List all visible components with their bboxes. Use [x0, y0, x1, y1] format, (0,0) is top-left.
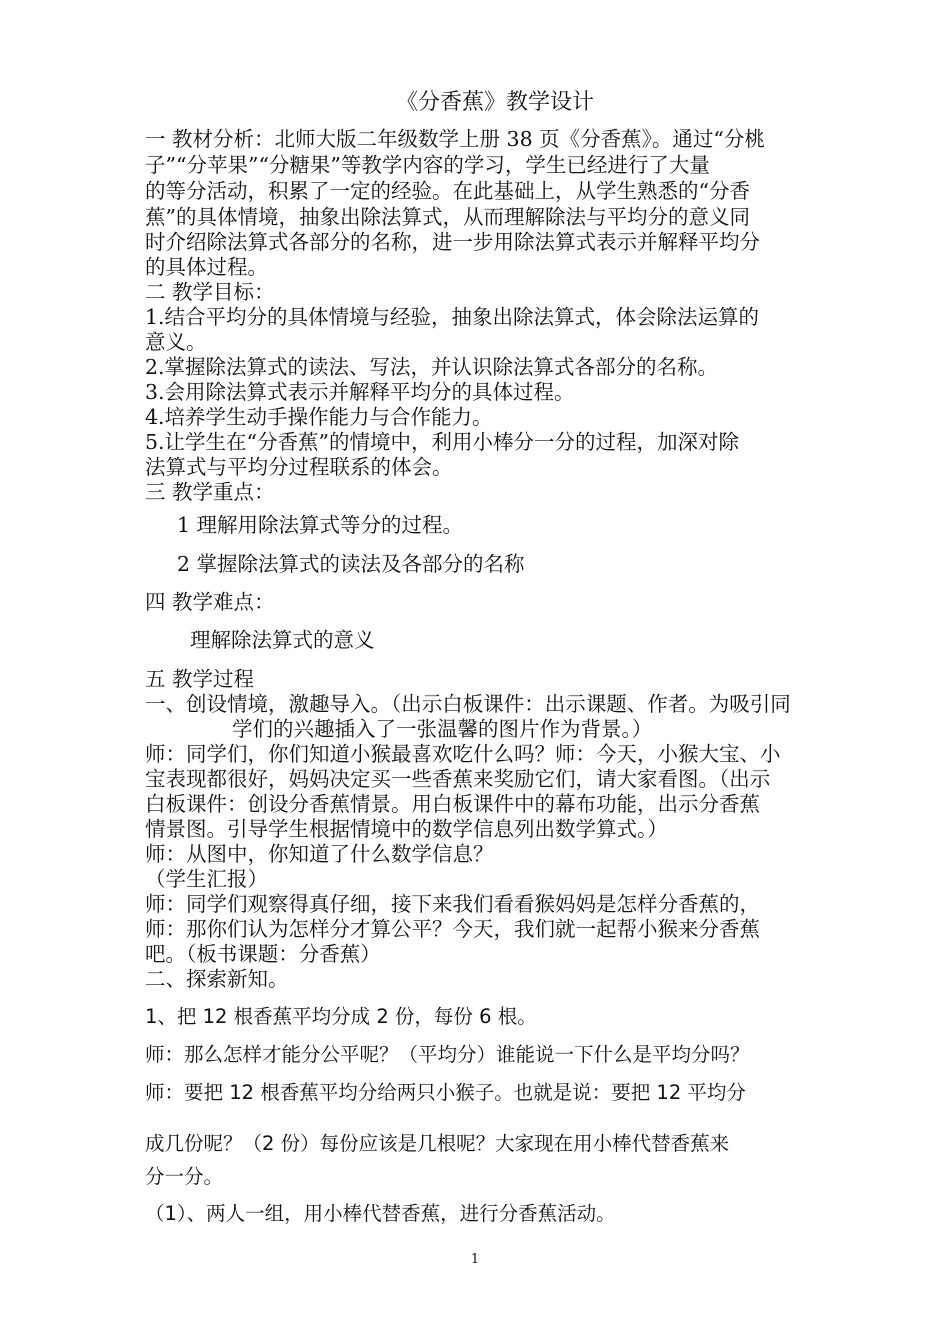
paragraph-line: 吧。（板书课题：分香蕉） — [145, 942, 381, 966]
list-item: 2 掌握除法算式的读法及各部分的名称 — [177, 552, 525, 576]
section-heading: 五 教学过程 — [145, 667, 255, 691]
paragraph-line: 情景图。引导学生根据情境中的数学信息列出数学算式。） — [145, 817, 668, 841]
paragraph-line: 一 教材分析：北师大版二年级数学上册 38 页《分香蕉》。通过“分桃 — [145, 127, 765, 151]
section-heading: 二 教学目标： — [145, 280, 275, 304]
list-item: 意义。 — [145, 330, 207, 354]
paragraph-line: 时介绍除法算式各部分的名称，进一步用除法算式表示并解释平均分 — [145, 230, 760, 254]
list-item: 2.掌握除法算式的读法、写法，并认识除法算式各部分的名称。 — [145, 355, 719, 379]
paragraph-line: 成几份呢？（2 份）每份应该是几根呢？大家现在用小棒代替香蕉来 — [145, 1132, 730, 1155]
paragraph-line: （1）、两人一组，用小棒代替香蕉，进行分香蕉活动。 — [145, 1202, 616, 1225]
paragraph-line: （学生汇报） — [145, 867, 268, 891]
paragraph-line: 师：同学们，你们知道小猴最喜欢吃什么吗？师：今天，小猴大宝、小 — [145, 742, 781, 766]
page-number: 1 — [470, 1252, 480, 1267]
paragraph-line: 师：要把 12 根香蕉平均分给两只小猴子。也就是说：要把 12 平均分 — [145, 1081, 746, 1104]
paragraph-line: 师：同学们观察得真仔细，接下来我们看看猴妈妈是怎样分香蕉的， — [145, 892, 760, 916]
list-item: 5.让学生在“分香蕉”的情境中，利用小棒分一分的过程，加深对除 — [145, 430, 740, 454]
paragraph-line: 分一分。 — [145, 1165, 224, 1188]
paragraph-line: 1、把 12 根香蕉平均分成 2 份，每份 6 根。 — [145, 1005, 537, 1028]
paragraph-line: 宝表现都很好，妈妈决定买一些香蕉来奖励它们，请大家看图。（出示 — [145, 767, 771, 791]
list-item: 1 理解用除法算式等分的过程。 — [177, 513, 464, 537]
section-heading: 四 教学难点： — [145, 590, 275, 614]
list-item: 3.会用除法算式表示并解释平均分的具体过程。 — [145, 380, 575, 404]
paragraph-line: 师：从图中，你知道了什么数学信息？ — [145, 842, 494, 866]
section-heading: 二、探索新知。 — [145, 967, 289, 991]
section-heading: 三 教学重点： — [145, 480, 275, 504]
paragraph-line: 蕉”的具体情境，抽象出除法算式，从而理解除法与平均分的意义同 — [145, 205, 750, 229]
paragraph-line: 师：那你们认为怎样分才算公平？今天，我们就一起帮小猴来分香蕉 — [145, 917, 760, 941]
list-item: 法算式与平均分过程联系的体会。 — [145, 455, 453, 479]
document-title: 《分香蕉》教学设计 — [395, 90, 594, 115]
list-item: 4.培养学生动手操作能力与合作能力。 — [145, 405, 493, 429]
paragraph-line: 一、创设情境，激趣导入。（出示白板课件：出示课题、作者。为吸引同 — [145, 692, 791, 716]
paragraph-line: 理解除法算式的意义 — [190, 628, 375, 652]
list-item: 1.结合平均分的具体情境与经验，抽象出除法算式，体会除法运算的 — [145, 305, 760, 329]
paragraph-line: 的等分活动，积累了一定的经验。在此基础上，从学生熟悉的“分香 — [145, 179, 750, 203]
paragraph-line: 白板课件：创设分香蕉情景。用白板课件中的幕布功能，出示分香蕉 — [145, 792, 760, 816]
paragraph-line: 师：那么怎样才能分公平呢？（平均分）谁能说一下什么是平均分吗？ — [145, 1043, 750, 1066]
paragraph-line: 子”“分苹果”“分糖果”等教学内容的学习，学生已经进行了大量 — [145, 153, 710, 177]
paragraph-line: 的具体过程。 — [145, 255, 268, 279]
paragraph-line: 学们的兴趣插入了一张温馨的图片作为背景。） — [232, 717, 653, 741]
